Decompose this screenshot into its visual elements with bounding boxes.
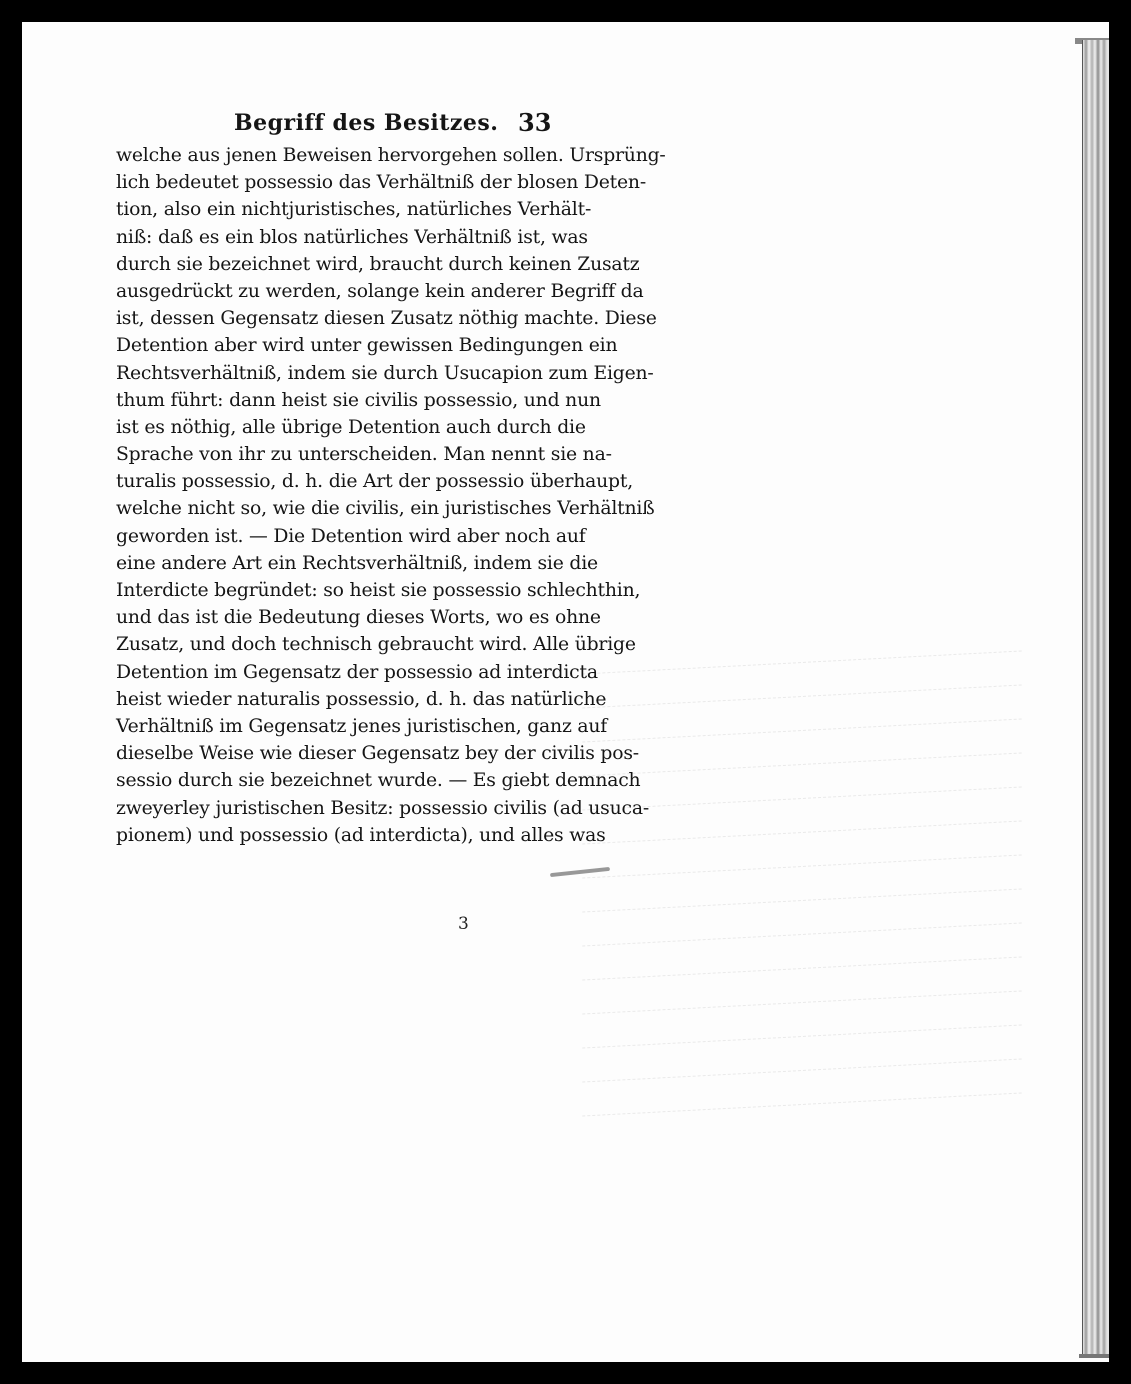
text-line: turalis possessio, d. h. die Art der possessio überhaupt, <box>116 471 633 493</box>
text-line: geworden ist. — Die Detention wird aber noch auf <box>116 525 586 547</box>
text-line: ausgedrückt zu werden, solange kein anderer Begriff da <box>116 280 644 302</box>
show-through-handwriting <box>582 662 1022 1182</box>
text-line: niß: daß es ein blos natürliches Verhältniß ist, was <box>116 226 588 248</box>
running-head <box>116 104 552 142</box>
text-line: tion, also ein nichtjuristisches, natürliches Verhält- <box>116 199 592 221</box>
text-block <box>116 104 666 849</box>
text-line: welche nicht so, wie die civilis, ein juristisches Verhältniß <box>116 498 655 520</box>
text-line: pionem) und possessio (ad interdicta), und alles was <box>116 824 606 846</box>
signature-mark: 3 <box>458 914 469 934</box>
page-stack-edge-bottom <box>1079 1354 1109 1358</box>
text-line: Sprache von ihr zu unterscheiden. Man nennt sie na- <box>116 444 612 466</box>
text-line: Detention aber wird unter gewissen Bedingungen ein <box>116 335 618 357</box>
running-title: Begriff des Besitzes. <box>234 110 499 136</box>
text-line: Verhältniß im Gegensatz jenes juristischen, ganz auf <box>116 715 608 737</box>
page-stack-edge <box>1082 40 1109 1356</box>
text-line: eine andere Art ein Rechtsverhältniß, indem sie die <box>116 552 598 574</box>
text-line: Zusatz, und doch technisch gebraucht wird. Alle übrige <box>116 634 636 656</box>
text-line: dieselbe Weise wie dieser Gegensatz bey der civilis pos- <box>116 743 639 765</box>
text-line: zweyerley juristischen Besitz: possessio civilis (ad usuca- <box>116 797 649 819</box>
text-line: Rechtsverhältniß, indem sie durch Usucapion zum Eigen- <box>116 362 654 384</box>
text-line: welche aus jenen Beweisen hervorgehen sollen. Ursprüng- <box>116 145 666 166</box>
text-line: heist wieder naturalis possessio, d. h. das natürliche <box>116 688 607 710</box>
text-line: ist es nöthig, alle übrige Detention auch durch die <box>116 416 586 438</box>
text-line: lich bedeutet possessio das Verhältniß der blosen Deten- <box>116 172 646 194</box>
text-line: durch sie bezeichnet wird, braucht durch keinen Zusatz <box>116 253 640 275</box>
page-number: 33 <box>518 108 552 137</box>
text-line: Interdicte begründet: so heist sie possessio schlechthin, <box>116 580 641 601</box>
text-line: sessio durch sie bezeichnet wurde. — Es giebt demnach <box>116 770 641 792</box>
body-text <box>116 142 666 849</box>
scanned-page <box>22 22 1109 1362</box>
text-line: ist, dessen Gegensatz diesen Zusatz nöthig machte. Diese <box>116 308 657 330</box>
text-line: thum führt: dann heist sie civilis possessio, und nun <box>116 389 601 411</box>
text-line: Detention im Gegensatz der possessio ad interdicta <box>116 661 598 683</box>
text-line: und das ist die Bedeutung dieses Worts, wo es ohne <box>116 607 601 629</box>
